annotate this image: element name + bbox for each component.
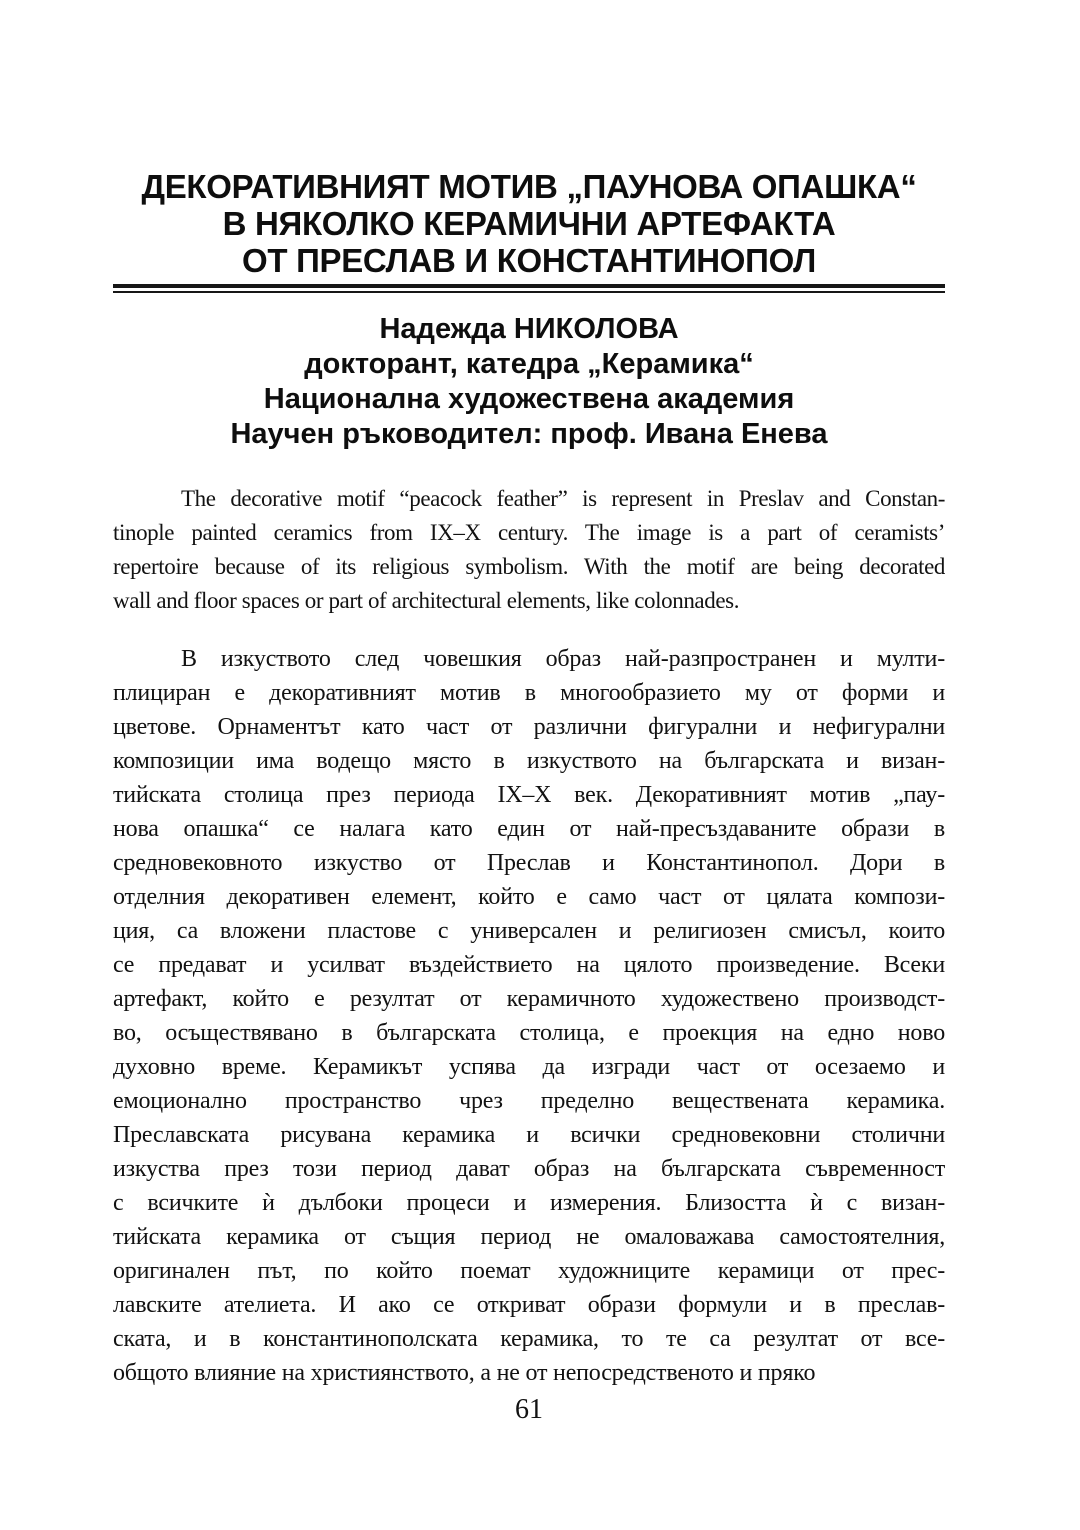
- body-text-line: отделния декоративен елемент, който е само част от цялата компози-: [113, 884, 945, 910]
- body-text-line: цветове. Орнаментът като част от различни фигурални и нефигурални: [113, 714, 945, 740]
- article-title-line: В НЯКОЛКО КЕРАМИЧНИ АРТЕФАКТА: [222, 205, 836, 242]
- abstract-line: The decorative motif “peacock feather” is represent in Preslav and Constan-: [181, 486, 945, 511]
- body-paragraph: [113, 642, 945, 1390]
- body-text-line: Преславската рисувана керамика и всички средновековни столични: [113, 1122, 945, 1148]
- body-text-line: общото влияние на християнството, а не от непосредственото и пряко: [113, 1360, 816, 1386]
- abstract-line: wall and floor spaces or part of architectural elements, like colonnades.: [113, 588, 740, 613]
- body-text-line: плициран е декоративният мотив в многообразието му от форми и: [113, 680, 945, 706]
- body-text-line: ската, и в константинополската керамика, то те са резултат от все-: [113, 1326, 945, 1352]
- body-text-line: во, осъществявано в българската столица, е проекция на едно ново: [113, 1020, 945, 1046]
- article-title: [113, 168, 945, 279]
- author-role: докторант, катедра „Керамика“: [304, 348, 754, 380]
- body-text-line: оригинален път, по който поемат художниците керамици от прес-: [113, 1258, 945, 1284]
- author-supervisor: Научен ръководител: проф. Ивана Енева: [230, 418, 828, 450]
- body-text-line: духовно време. Керамикът успява да изгради част от осезаемо и: [113, 1054, 945, 1080]
- body-text-line: лавските ателиета. И ако се откриват образи формули и в преслав-: [113, 1292, 945, 1318]
- body-text-line: с всичките ѝ дълбоки процеси и измерения. Близостта ѝ с визан-: [113, 1190, 945, 1216]
- text-column: [113, 0, 945, 1427]
- double-rule-divider: [113, 284, 945, 293]
- body-text-line: артефакт, който е резултат от керамичното художествено производст-: [113, 986, 945, 1012]
- abstract-line: repertoire because of its religious symbolism. With the motif are being decorated: [113, 554, 945, 579]
- author-block: [113, 312, 945, 452]
- article-title-line: ДЕКОРАТИВНИЯТ МОТИВ „ПАУНОВА ОПАШКА“: [141, 168, 917, 205]
- body-text-line: се предават и усилват въздействието на цялото произведение. Всеки: [113, 952, 945, 978]
- author-affiliation: Национална художествена академия: [263, 383, 795, 415]
- body-text-line: композиции има водещо място в изкуството на българската и визан-: [113, 748, 945, 774]
- abstract-line: tinople painted ceramics from IX–X century. The image is a part of ceramists’: [113, 520, 945, 545]
- body-text-line: тийската столица през периода IX–X век. Декоративният мотив „пау-: [113, 782, 945, 808]
- body-text-line: емоционално пространство чрез пределно веществената керамика.: [113, 1088, 945, 1114]
- body-text-line: тийската керамика от същия период не омаловажава самостоятелния,: [113, 1224, 945, 1250]
- abstract-paragraph: [113, 482, 945, 618]
- body-text-line: нова опашка“ се налага като един от най-пресъздаваните образи в: [113, 816, 945, 842]
- body-text-line: ция, са вложени пластове с универсален и религиозен смисъл, които: [113, 918, 945, 944]
- body-text-line: изкуства през този период дават образ на българската съвременност: [113, 1156, 945, 1182]
- body-text-line: В изкуството след човешкия образ най-разпространен и мулти-: [181, 646, 945, 672]
- author-name: Надежда НИКОЛОВА: [379, 313, 679, 345]
- body-text-line: средновековното изкуство от Преслав и Константинопол. Дори в: [113, 850, 945, 876]
- page-number: 61: [515, 1394, 543, 1425]
- article-title-line: ОТ ПРЕСЛАВ И КОНСТАНТИНОПОЛ: [241, 242, 816, 279]
